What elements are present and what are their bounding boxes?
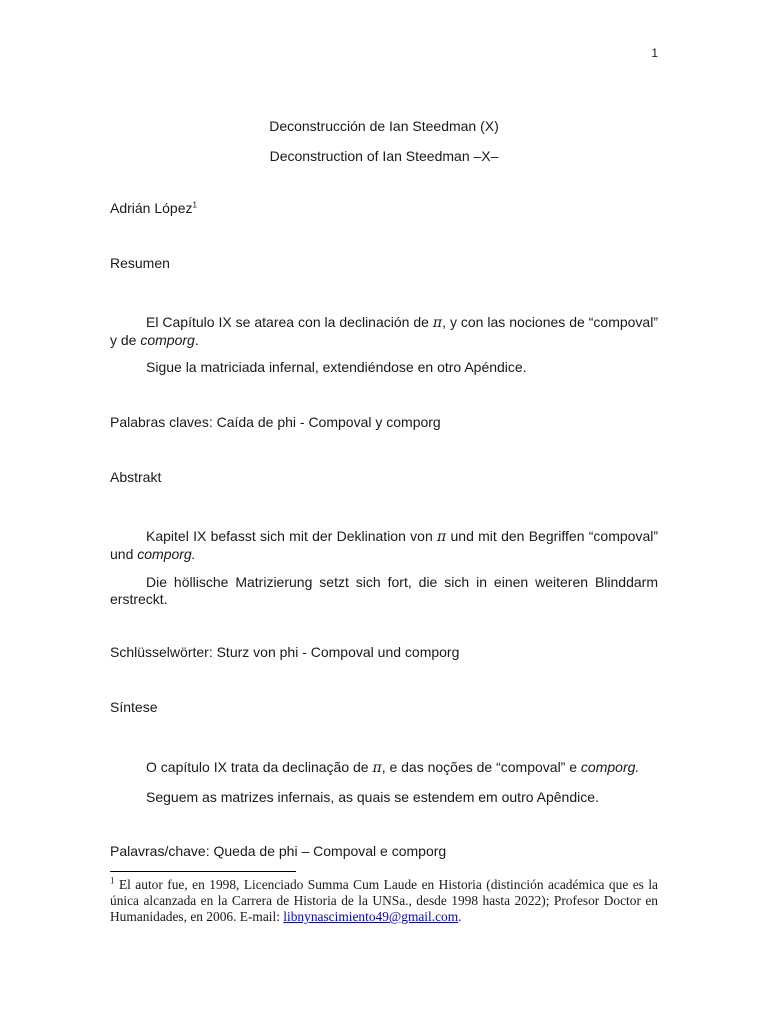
- sintese-paragraph-1: O capítulo IX trata da declinação de π, e das noções de “compoval” e comporg.: [146, 759, 640, 776]
- footnote: $^1$ El autor fue, en 1998, Licenciado Summa Cum Laude en Historia (distinción académica que es la única alcanzada en la Carrera de Historia de la UNSa., desde 1998 hasta 2022); Profesor Doctor en Humanidades, en 2006. E-mail: libnynascimiento49@gmail.com.: [110, 875, 658, 924]
- abstrakt-paragraph-2: Die höllische Matrizierung setzt sich fort, die sich in einen weiteren Blinddarm erstreckt.: [110, 574, 658, 607]
- email-link[interactable]: libnynascimiento49@gmail.com: [283, 909, 459, 924]
- keywords-spanish: Palabras claves: Caída de phi - Compoval y comporg: [110, 414, 441, 430]
- pi-symbol: π: [437, 529, 447, 545]
- footnote-text: El autor fue, en 1998, Licenciado Summa Cum Laude en Historia (distinción académica que es la única alcanzada en la Carrera de Historia de la UNSa., desde 1998 hasta 2022); Profesor Doctor en Humanidades, en 2006. E-mail:: [110, 877, 658, 924]
- page-number: 1: [651, 46, 658, 60]
- heading-abstrakt: Abstrakt: [110, 469, 162, 485]
- author-footnote-mark: 1: [192, 200, 197, 210]
- heading-sintese: Síntese: [110, 699, 158, 715]
- author-line: [110, 200, 197, 217]
- author-name: Adrián López: [110, 200, 193, 216]
- title-spanish: Deconstrucción de Ian Steedman (X): [269, 118, 499, 134]
- pi-symbol: π: [432, 315, 443, 331]
- abstrakt-paragraph-1: Kapitel IX befasst sich mit der Deklination von π und mit den Begriffen “compoval” und comporg.: [110, 528, 658, 562]
- title-english: Deconstruction of Ian Steedman –X–: [269, 148, 499, 164]
- footnote-separator: [110, 871, 296, 872]
- keywords-german: Schlüsselwörter: Sturz von phi - Compoval und comporg: [110, 644, 460, 660]
- footnote-mark: 1: [110, 875, 115, 886]
- pi-symbol: π: [372, 760, 382, 776]
- keywords-portuguese: Palavras/chave: Queda de phi – Compoval e comporg: [110, 843, 447, 859]
- resumen-paragraph-2: Sigue la matriciada infernal, extendiéndose en otro Apéndice.: [146, 359, 527, 375]
- heading-resumen: Resumen: [110, 255, 170, 271]
- sintese-paragraph-2: Seguem as matrizes infernais, as quais se estendem em outro Apêndice.: [146, 789, 599, 805]
- resumen-paragraph-1: El Capítulo IX se atarea con la declinación de π, y con las nociones de “compoval” y de comporg.: [110, 314, 658, 348]
